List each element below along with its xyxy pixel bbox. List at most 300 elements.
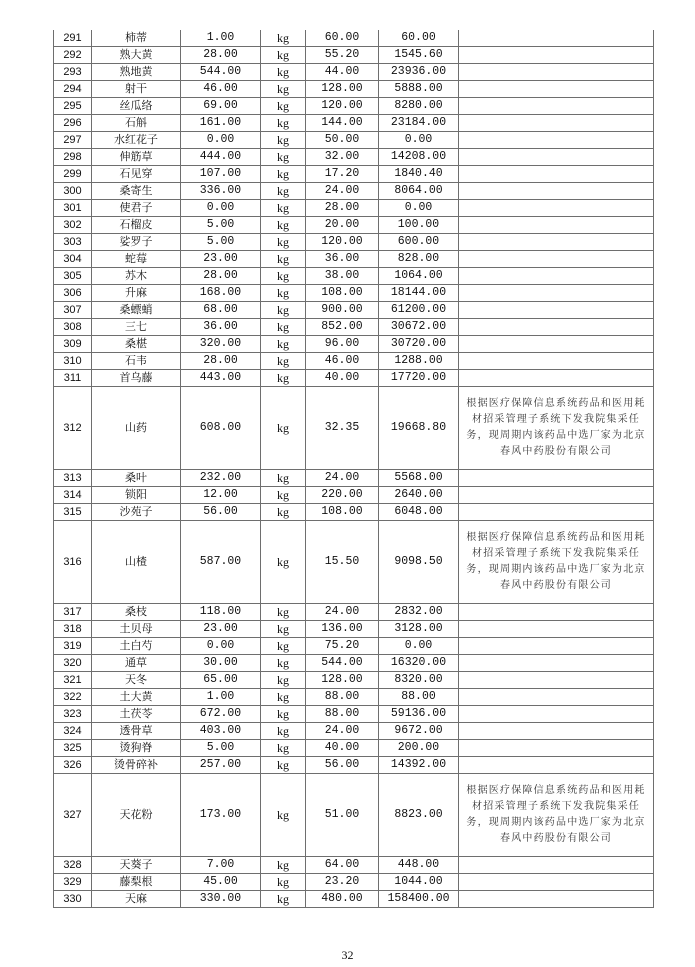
row-number-cell: 319 <box>54 638 92 655</box>
remark-cell <box>459 132 654 149</box>
row-number-cell: 323 <box>54 706 92 723</box>
unit-price-cell: 55.20 <box>306 47 379 64</box>
row-number-cell: 311 <box>54 370 92 387</box>
quantity-cell: 168.00 <box>181 285 261 302</box>
unit-price-cell: 24.00 <box>306 604 379 621</box>
amount-cell: 14392.00 <box>379 757 459 774</box>
table-row <box>54 706 654 723</box>
unit-cell: kg <box>261 132 306 149</box>
amount-cell: 5568.00 <box>379 470 459 487</box>
unit-cell: kg <box>261 149 306 166</box>
quantity-cell: 320.00 <box>181 336 261 353</box>
unit-cell: kg <box>261 470 306 487</box>
item-name-cell: 石斛 <box>92 115 181 132</box>
unit-cell: kg <box>261 638 306 655</box>
amount-cell: 9672.00 <box>379 723 459 740</box>
amount-cell: 1288.00 <box>379 353 459 370</box>
amount-cell: 8064.00 <box>379 183 459 200</box>
remark-cell <box>459 64 654 81</box>
item-name-cell: 苏木 <box>92 268 181 285</box>
amount-cell: 23936.00 <box>379 64 459 81</box>
quantity-cell: 5.00 <box>181 740 261 757</box>
quantity-cell: 65.00 <box>181 672 261 689</box>
unit-cell: kg <box>261 217 306 234</box>
remark-cell <box>459 757 654 774</box>
unit-price-cell: 900.00 <box>306 302 379 319</box>
quantity-cell: 36.00 <box>181 319 261 336</box>
item-name-cell: 柿蒂 <box>92 30 181 47</box>
amount-cell: 2640.00 <box>379 487 459 504</box>
unit-price-cell: 128.00 <box>306 672 379 689</box>
row-number-cell: 294 <box>54 81 92 98</box>
remark-cell <box>459 370 654 387</box>
remark-cell <box>459 234 654 251</box>
remark-cell <box>459 319 654 336</box>
unit-cell: kg <box>261 115 306 132</box>
row-number-cell: 328 <box>54 857 92 874</box>
amount-cell: 1840.40 <box>379 166 459 183</box>
row-number-cell: 296 <box>54 115 92 132</box>
item-name-cell: 锁阳 <box>92 487 181 504</box>
table-row <box>54 336 654 353</box>
item-name-cell: 丝瓜络 <box>92 98 181 115</box>
remark-cell: 根据医疗保障信息系统药品和医用耗材招采管理子系统下发我院集采任务，现周期内该药品中选厂家为北京春风中药股份有限公司 <box>459 774 654 857</box>
row-number-cell: 310 <box>54 353 92 370</box>
unit-price-cell: 144.00 <box>306 115 379 132</box>
amount-cell: 30720.00 <box>379 336 459 353</box>
table-row <box>54 757 654 774</box>
table-row <box>54 638 654 655</box>
unit-cell: kg <box>261 370 306 387</box>
table-row <box>54 64 654 81</box>
amount-cell: 0.00 <box>379 638 459 655</box>
unit-price-cell: 51.00 <box>306 774 379 857</box>
unit-cell: kg <box>261 723 306 740</box>
unit-price-cell: 38.00 <box>306 268 379 285</box>
row-number-cell: 291 <box>54 30 92 47</box>
remark-cell <box>459 857 654 874</box>
remark-cell <box>459 689 654 706</box>
unit-price-cell: 40.00 <box>306 370 379 387</box>
unit-price-cell: 36.00 <box>306 251 379 268</box>
amount-cell: 6048.00 <box>379 504 459 521</box>
unit-cell: kg <box>261 251 306 268</box>
unit-cell: kg <box>261 387 306 470</box>
item-name-cell: 熟地黄 <box>92 64 181 81</box>
quantity-cell: 0.00 <box>181 200 261 217</box>
remark-cell <box>459 487 654 504</box>
item-name-cell: 蛇莓 <box>92 251 181 268</box>
unit-price-cell: 32.35 <box>306 387 379 470</box>
amount-cell: 30672.00 <box>379 319 459 336</box>
table-row <box>54 200 654 217</box>
quantity-cell: 118.00 <box>181 604 261 621</box>
table-row <box>54 149 654 166</box>
quantity-cell: 336.00 <box>181 183 261 200</box>
item-name-cell: 熟大黄 <box>92 47 181 64</box>
unit-price-cell: 88.00 <box>306 706 379 723</box>
row-number-cell: 325 <box>54 740 92 757</box>
row-number-cell: 298 <box>54 149 92 166</box>
quantity-cell: 28.00 <box>181 268 261 285</box>
remark-cell <box>459 98 654 115</box>
item-name-cell: 沙苑子 <box>92 504 181 521</box>
item-name-cell: 土茯苓 <box>92 706 181 723</box>
unit-price-cell: 44.00 <box>306 64 379 81</box>
remark-cell <box>459 336 654 353</box>
remark-cell <box>459 166 654 183</box>
unit-price-cell: 23.20 <box>306 874 379 891</box>
quantity-cell: 1.00 <box>181 30 261 47</box>
row-number-cell: 315 <box>54 504 92 521</box>
unit-cell: kg <box>261 268 306 285</box>
remark-cell <box>459 30 654 47</box>
table-row <box>54 621 654 638</box>
remark-cell <box>459 251 654 268</box>
remark-cell: 根据医疗保障信息系统药品和医用耗材招采管理子系统下发我院集采任务，现周期内该药品中选厂家为北京春风中药股份有限公司 <box>459 387 654 470</box>
table-row <box>54 604 654 621</box>
amount-cell: 1044.00 <box>379 874 459 891</box>
remark-cell <box>459 504 654 521</box>
remark-cell <box>459 638 654 655</box>
quantity-cell: 12.00 <box>181 487 261 504</box>
row-number-cell: 300 <box>54 183 92 200</box>
row-number-cell: 295 <box>54 98 92 115</box>
unit-cell: kg <box>261 891 306 908</box>
table-row <box>54 370 654 387</box>
unit-price-cell: 32.00 <box>306 149 379 166</box>
row-number-cell: 293 <box>54 64 92 81</box>
item-name-cell: 石见穿 <box>92 166 181 183</box>
item-name-cell: 升麻 <box>92 285 181 302</box>
amount-cell: 60.00 <box>379 30 459 47</box>
remark-cell <box>459 706 654 723</box>
unit-cell: kg <box>261 30 306 47</box>
quantity-cell: 443.00 <box>181 370 261 387</box>
table-row <box>54 319 654 336</box>
unit-price-cell: 56.00 <box>306 757 379 774</box>
row-number-cell: 299 <box>54 166 92 183</box>
unit-cell: kg <box>261 689 306 706</box>
row-number-cell: 305 <box>54 268 92 285</box>
item-name-cell: 山药 <box>92 387 181 470</box>
remark-cell <box>459 217 654 234</box>
table-row <box>54 504 654 521</box>
item-name-cell: 桑寄生 <box>92 183 181 200</box>
row-number-cell: 301 <box>54 200 92 217</box>
amount-cell: 8320.00 <box>379 672 459 689</box>
unit-price-cell: 852.00 <box>306 319 379 336</box>
table-row <box>54 132 654 149</box>
item-name-cell: 天葵子 <box>92 857 181 874</box>
row-number-cell: 327 <box>54 774 92 857</box>
amount-cell: 61200.00 <box>379 302 459 319</box>
table-row <box>54 285 654 302</box>
amount-cell: 1545.60 <box>379 47 459 64</box>
remark-cell <box>459 353 654 370</box>
item-name-cell: 桑叶 <box>92 470 181 487</box>
row-number-cell: 308 <box>54 319 92 336</box>
table-row <box>54 723 654 740</box>
quantity-cell: 672.00 <box>181 706 261 723</box>
amount-cell: 5888.00 <box>379 81 459 98</box>
unit-cell: kg <box>261 234 306 251</box>
unit-cell: kg <box>261 740 306 757</box>
remark-cell <box>459 285 654 302</box>
unit-price-cell: 120.00 <box>306 234 379 251</box>
table-row <box>54 891 654 908</box>
item-name-cell: 石榴皮 <box>92 217 181 234</box>
unit-cell: kg <box>261 655 306 672</box>
table-row <box>54 183 654 200</box>
unit-price-cell: 220.00 <box>306 487 379 504</box>
table-row <box>54 470 654 487</box>
table-row <box>54 268 654 285</box>
procurement-table <box>53 30 654 908</box>
item-name-cell: 天麻 <box>92 891 181 908</box>
item-name-cell: 山楂 <box>92 521 181 604</box>
quantity-cell: 46.00 <box>181 81 261 98</box>
unit-cell: kg <box>261 336 306 353</box>
amount-cell: 9098.50 <box>379 521 459 604</box>
row-number-cell: 312 <box>54 387 92 470</box>
unit-cell: kg <box>261 487 306 504</box>
quantity-cell: 23.00 <box>181 251 261 268</box>
unit-cell: kg <box>261 604 306 621</box>
table-row <box>54 166 654 183</box>
quantity-cell: 28.00 <box>181 47 261 64</box>
row-number-cell: 321 <box>54 672 92 689</box>
quantity-cell: 608.00 <box>181 387 261 470</box>
unit-cell: kg <box>261 285 306 302</box>
row-number-cell: 292 <box>54 47 92 64</box>
amount-cell: 8823.00 <box>379 774 459 857</box>
amount-cell: 0.00 <box>379 200 459 217</box>
remark-cell <box>459 47 654 64</box>
amount-cell: 17720.00 <box>379 370 459 387</box>
item-name-cell: 天冬 <box>92 672 181 689</box>
item-name-cell: 土大黄 <box>92 689 181 706</box>
unit-price-cell: 20.00 <box>306 217 379 234</box>
unit-price-cell: 28.00 <box>306 200 379 217</box>
unit-price-cell: 40.00 <box>306 740 379 757</box>
unit-price-cell: 24.00 <box>306 183 379 200</box>
unit-cell: kg <box>261 319 306 336</box>
quantity-cell: 587.00 <box>181 521 261 604</box>
remark-cell <box>459 115 654 132</box>
item-name-cell: 水红花子 <box>92 132 181 149</box>
row-number-cell: 324 <box>54 723 92 740</box>
quantity-cell: 28.00 <box>181 353 261 370</box>
unit-cell: kg <box>261 874 306 891</box>
row-number-cell: 303 <box>54 234 92 251</box>
table-row <box>54 672 654 689</box>
row-number-cell: 313 <box>54 470 92 487</box>
remark-cell <box>459 183 654 200</box>
remark-cell <box>459 891 654 908</box>
quantity-cell: 45.00 <box>181 874 261 891</box>
item-name-cell: 射干 <box>92 81 181 98</box>
unit-price-cell: 544.00 <box>306 655 379 672</box>
amount-cell: 88.00 <box>379 689 459 706</box>
item-name-cell: 桑螵蛸 <box>92 302 181 319</box>
table-row <box>54 740 654 757</box>
remark-cell <box>459 302 654 319</box>
page-number: 32 <box>341 948 354 962</box>
table-row <box>54 234 654 251</box>
quantity-cell: 7.00 <box>181 857 261 874</box>
table-row <box>54 774 654 857</box>
table-row <box>54 874 654 891</box>
table-row <box>54 251 654 268</box>
unit-cell: kg <box>261 621 306 638</box>
remark-cell <box>459 149 654 166</box>
amount-cell: 200.00 <box>379 740 459 757</box>
remark-cell <box>459 723 654 740</box>
item-name-cell: 透骨草 <box>92 723 181 740</box>
item-name-cell: 首乌藤 <box>92 370 181 387</box>
table-row <box>54 387 654 470</box>
unit-price-cell: 64.00 <box>306 857 379 874</box>
unit-cell: kg <box>261 200 306 217</box>
remark-cell <box>459 621 654 638</box>
unit-price-cell: 108.00 <box>306 285 379 302</box>
unit-price-cell: 15.50 <box>306 521 379 604</box>
quantity-cell: 68.00 <box>181 302 261 319</box>
row-number-cell: 309 <box>54 336 92 353</box>
amount-cell: 2832.00 <box>379 604 459 621</box>
amount-cell: 100.00 <box>379 217 459 234</box>
unit-cell: kg <box>261 353 306 370</box>
amount-cell: 0.00 <box>379 132 459 149</box>
table-row <box>54 217 654 234</box>
quantity-cell: 107.00 <box>181 166 261 183</box>
amount-cell: 18144.00 <box>379 285 459 302</box>
unit-price-cell: 24.00 <box>306 470 379 487</box>
quantity-cell: 161.00 <box>181 115 261 132</box>
unit-cell: kg <box>261 302 306 319</box>
amount-cell: 8280.00 <box>379 98 459 115</box>
row-number-cell: 330 <box>54 891 92 908</box>
amount-cell: 828.00 <box>379 251 459 268</box>
item-name-cell: 藤梨根 <box>92 874 181 891</box>
amount-cell: 23184.00 <box>379 115 459 132</box>
quantity-cell: 30.00 <box>181 655 261 672</box>
quantity-cell: 56.00 <box>181 504 261 521</box>
table-row <box>54 47 654 64</box>
remark-cell <box>459 268 654 285</box>
row-number-cell: 320 <box>54 655 92 672</box>
unit-cell: kg <box>261 64 306 81</box>
quantity-cell: 403.00 <box>181 723 261 740</box>
unit-cell: kg <box>261 706 306 723</box>
quantity-cell: 69.00 <box>181 98 261 115</box>
table-row <box>54 115 654 132</box>
quantity-cell: 232.00 <box>181 470 261 487</box>
row-number-cell: 304 <box>54 251 92 268</box>
item-name-cell: 烫狗脊 <box>92 740 181 757</box>
quantity-cell: 5.00 <box>181 234 261 251</box>
amount-cell: 600.00 <box>379 234 459 251</box>
row-number-cell: 306 <box>54 285 92 302</box>
row-number-cell: 318 <box>54 621 92 638</box>
remark-cell <box>459 200 654 217</box>
row-number-cell: 302 <box>54 217 92 234</box>
amount-cell: 19668.80 <box>379 387 459 470</box>
row-number-cell: 317 <box>54 604 92 621</box>
remark-cell <box>459 470 654 487</box>
table-row <box>54 98 654 115</box>
unit-price-cell: 17.20 <box>306 166 379 183</box>
remark-cell <box>459 81 654 98</box>
quantity-cell: 444.00 <box>181 149 261 166</box>
row-number-cell: 297 <box>54 132 92 149</box>
item-name-cell: 通草 <box>92 655 181 672</box>
item-name-cell: 石韦 <box>92 353 181 370</box>
row-number-cell: 326 <box>54 757 92 774</box>
item-name-cell: 三七 <box>92 319 181 336</box>
table-row <box>54 81 654 98</box>
unit-price-cell: 24.00 <box>306 723 379 740</box>
unit-price-cell: 60.00 <box>306 30 379 47</box>
amount-cell: 448.00 <box>379 857 459 874</box>
unit-price-cell: 480.00 <box>306 891 379 908</box>
unit-price-cell: 136.00 <box>306 621 379 638</box>
row-number-cell: 329 <box>54 874 92 891</box>
quantity-cell: 257.00 <box>181 757 261 774</box>
amount-cell: 14208.00 <box>379 149 459 166</box>
table-row <box>54 521 654 604</box>
unit-price-cell: 108.00 <box>306 504 379 521</box>
table-row <box>54 487 654 504</box>
procurement-table-container <box>53 30 654 908</box>
unit-cell: kg <box>261 81 306 98</box>
unit-cell: kg <box>261 98 306 115</box>
table-row <box>54 689 654 706</box>
amount-cell: 158400.00 <box>379 891 459 908</box>
item-name-cell: 土白芍 <box>92 638 181 655</box>
unit-price-cell: 96.00 <box>306 336 379 353</box>
amount-cell: 1064.00 <box>379 268 459 285</box>
remark-cell <box>459 740 654 757</box>
remark-cell <box>459 655 654 672</box>
row-number-cell: 316 <box>54 521 92 604</box>
quantity-cell: 544.00 <box>181 64 261 81</box>
remark-cell <box>459 874 654 891</box>
item-name-cell: 娑罗子 <box>92 234 181 251</box>
amount-cell: 59136.00 <box>379 706 459 723</box>
unit-price-cell: 50.00 <box>306 132 379 149</box>
unit-price-cell: 128.00 <box>306 81 379 98</box>
unit-price-cell: 120.00 <box>306 98 379 115</box>
unit-cell: kg <box>261 774 306 857</box>
quantity-cell: 5.00 <box>181 217 261 234</box>
unit-cell: kg <box>261 757 306 774</box>
row-number-cell: 314 <box>54 487 92 504</box>
item-name-cell: 天花粉 <box>92 774 181 857</box>
quantity-cell: 23.00 <box>181 621 261 638</box>
remark-cell <box>459 672 654 689</box>
quantity-cell: 1.00 <box>181 689 261 706</box>
table-row <box>54 655 654 672</box>
amount-cell: 3128.00 <box>379 621 459 638</box>
remark-cell <box>459 604 654 621</box>
unit-cell: kg <box>261 857 306 874</box>
quantity-cell: 330.00 <box>181 891 261 908</box>
quantity-cell: 0.00 <box>181 132 261 149</box>
item-name-cell: 桑枝 <box>92 604 181 621</box>
item-name-cell: 使君子 <box>92 200 181 217</box>
